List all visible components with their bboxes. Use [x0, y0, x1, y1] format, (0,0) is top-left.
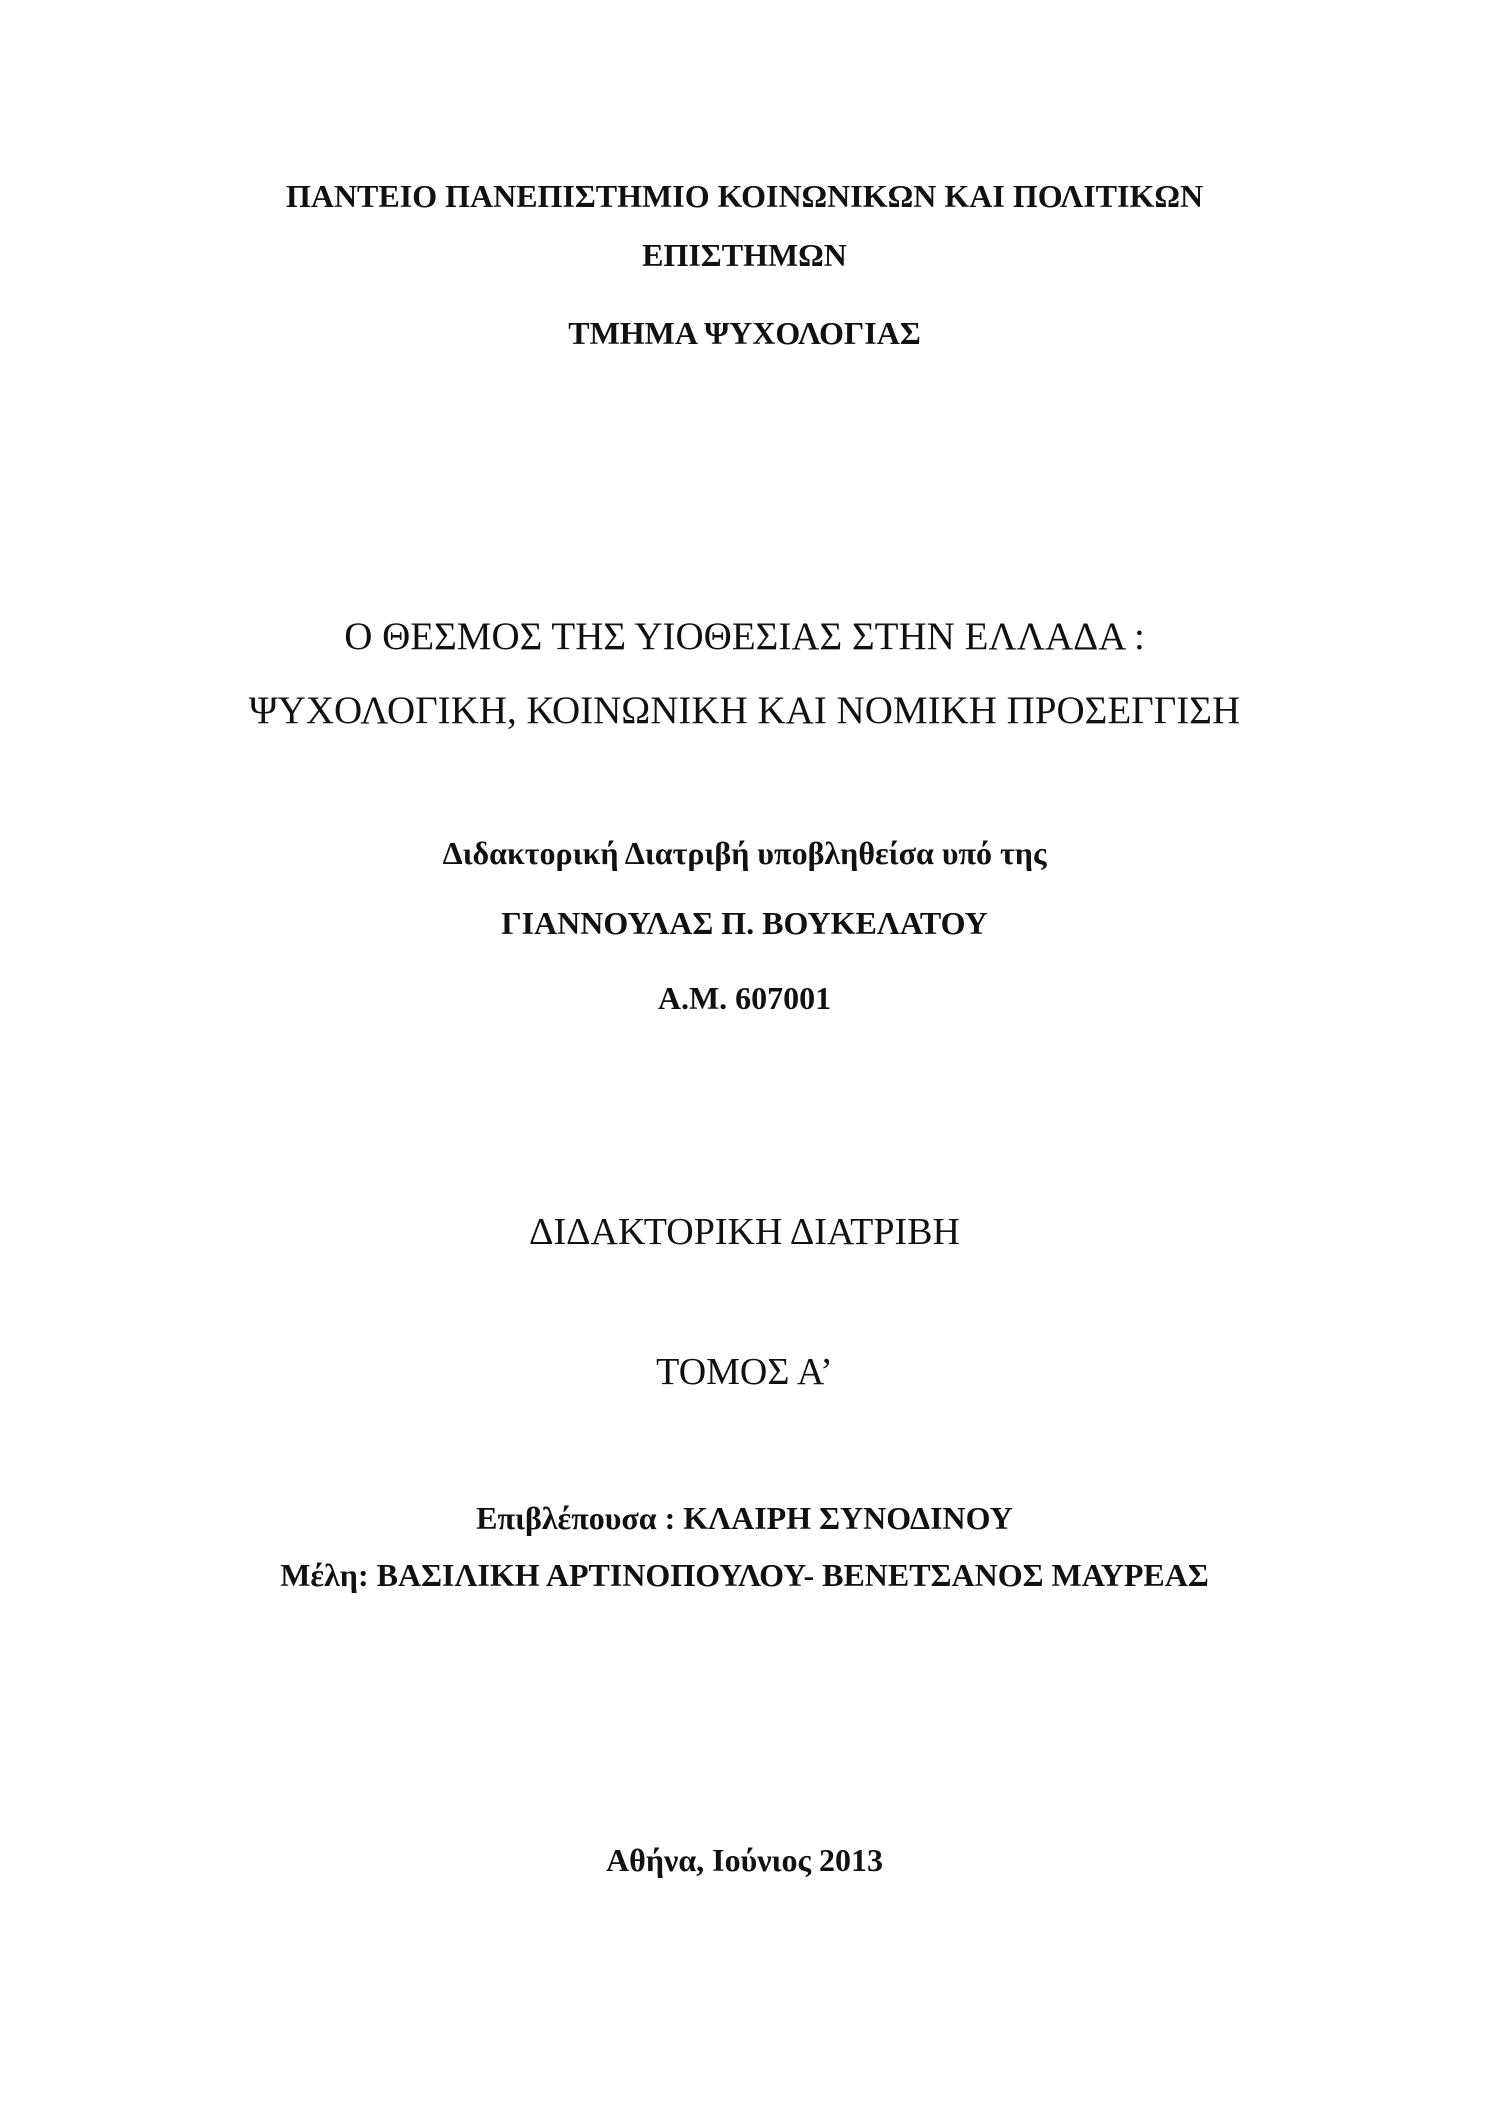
committee-members-line: Μέλη: ΒΑΣΙΛΙΚΗ ΑΡΤΙΝΟΠΟΥΛΟΥ- ΒΕΝΕΤΣΑΝΟΣ ΜΑΥΡΕΑΣ: [280, 1557, 1209, 1593]
submission-statement: Διδακτορική Διατριβή υποβληθείσα υπό της: [442, 835, 1047, 871]
volume-label: ΤΟΜΟΣ Α’: [656, 1351, 833, 1393]
thesis-title-line2: ΨΥΧΟΛΟΓΙΚΗ, ΚΟΙΝΩΝΙΚΗ ΚΑΙ ΝΟΜΙΚΗ ΠΡΟΣΕΓΓΙΣΗ: [248, 689, 1241, 732]
author-name: ΓΙΑΝΝΟΥΛΑΣ Π. ΒΟΥΚΕΛΑΤΟΥ: [501, 905, 988, 941]
supervisor-line: Επιβλέπουσα : ΚΛΑΙΡΗ ΣΥΝΟΔΙΝΟΥ: [476, 1500, 1013, 1536]
place-and-date: Αθήνα, Ιούνιος 2013: [606, 1842, 883, 1878]
registration-number: Α.Μ. 607001: [657, 980, 832, 1016]
thesis-title-line1: Ο ΘΕΣΜΟΣ ΤΗΣ ΥΙΟΘΕΣΙΑΣ ΣΤΗΝ ΕΛΛΑΔΑ :: [344, 615, 1145, 658]
university-name-line2: ΕΠΙΣΤΗΜΩΝ: [642, 237, 847, 273]
university-name-line1: ΠΑΝΤΕΙΟ ΠΑΝΕΠΙΣΤΗΜΙΟ ΚΟΙΝΩΝΙΚΩΝ ΚΑΙ ΠΟΛΙΤΙΚΩΝ: [285, 178, 1204, 214]
document-type: ΔΙΔΑΚΤΟΡΙΚΗ ΔΙΑΤΡΙΒΗ: [529, 1211, 960, 1253]
department-name: ΤΜΗΜΑ ΨΥΧΟΛΟΓΙΑΣ: [568, 315, 921, 351]
